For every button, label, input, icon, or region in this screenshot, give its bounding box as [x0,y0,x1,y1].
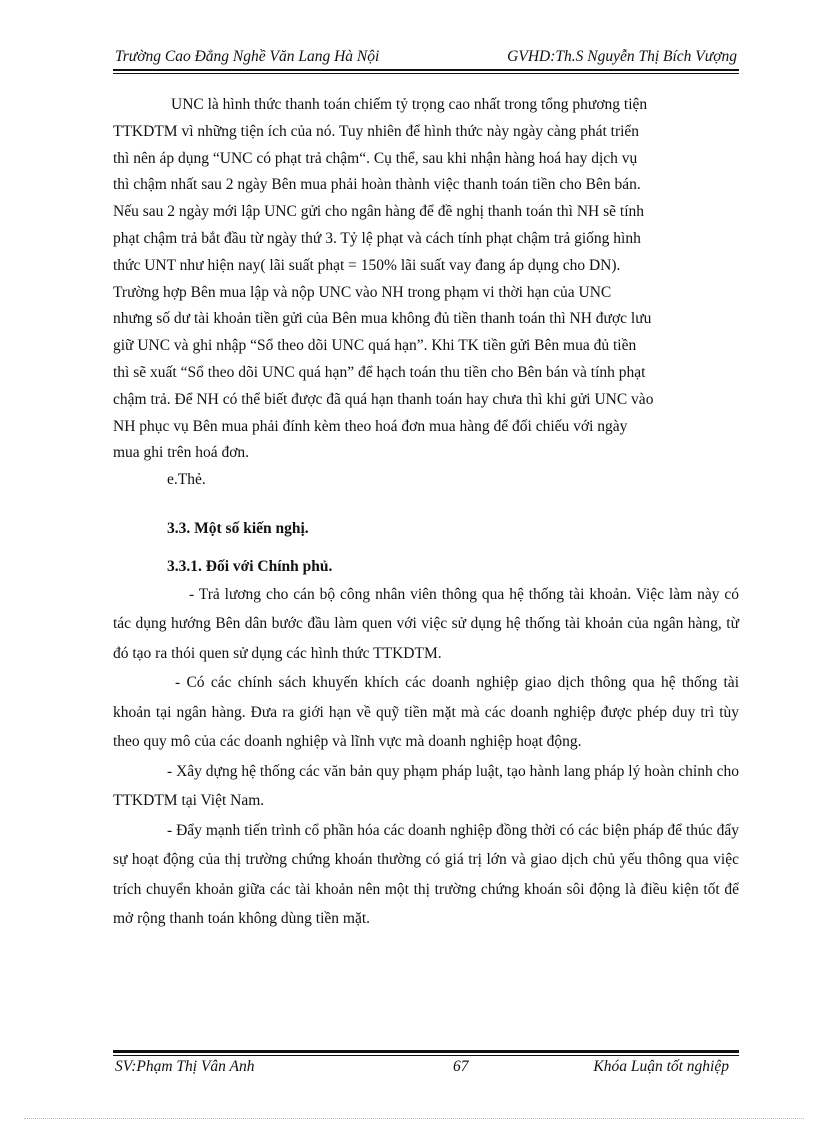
header-rule [113,69,739,71]
recommendation-item: - Có các chính sách khuyến khích các doanh nghiệp giao dịch thông qua hệ thống tài khoản tại ngân hàng. Đưa ra giới hạn về quỹ tiền mặt mà các doanh nghiệp được phép duy trì tùy theo quy mô của các doanh nghiệp và lĩnh vực mà doanh nghiệp hoạt động. [113,674,739,751]
footer-rule [113,1050,739,1053]
header-school: Trường Cao Đẳng Nghề Văn Lang Hà Nội [115,48,380,65]
text-line: NH phục vụ Bên mua phải đính kèm theo hoá đơn mua hàng để đối chiếu với ngày [113,417,628,435]
text-line: Trường hợp Bên mua lập và nộp UNC vào NH trong phạm vi thời hạn của UNC [113,283,612,301]
text-line: TTKDTM vì những tiện ích của nó. Tuy nhiên để hình thức này ngày càng phát triển [113,122,640,140]
text-line: thức UNT như hiện nay( lãi suất phạt = 150% lãi suất vay đang áp dụng cho DN). [113,256,621,274]
text-line: chậm trả. Để NH có thể biết được đã quá hạn thanh toán hay chưa thì khi gửi UNC vào [113,390,654,408]
recommendations-list [113,580,739,934]
text-line: phạt chậm trả bắt đầu từ ngày thứ 3. Tỷ lệ phạt và cách tính phạt chậm trả giống hình [113,229,641,247]
item-e: e.Thẻ. [167,471,206,489]
subsection-title: 3.3.1. Đối với Chính phủ. [167,557,333,575]
text-line: thì sẽ xuất “Sổ theo dõi UNC quá hạn” để hạch toán thu tiền cho Bên bán và tính phạt [113,363,646,381]
recommendation-item: - Trả lương cho cán bộ công nhân viên thông qua hệ thống tài khoản. Việc làm này có tác dụng hướng Bên dân bước đầu làm quen với việc sử dụng hệ thống tài khoản của ngân hàng, từ đó tạo ra thói quen sử dụng các hình thức TTKDTM. [113,585,739,662]
footer-student: SV:Phạm Thị Vân Anh [115,1058,255,1075]
page-edge-dotted-line [24,1118,804,1119]
text-line: UNC là hình thức thanh toán chiếm tỷ trọng cao nhất trong tổng phương tiện [171,96,648,113]
recommendation-item: - Đẩy mạnh tiến trình cổ phần hóa các doanh nghiệp đồng thời có các biện pháp để thúc đẩy sự hoạt động của thị trường chứng khoán thường có giá trị lớn và giao dịch chủ yếu thông qua việc trích chuyển khoản giữa các tài khoản nên một thị trường chứng khoán sôi động là điều kiện tốt để mở rộng thanh toán không dùng tiền mặt. [113,821,739,928]
text-line: thì chậm nhất sau 2 ngày Bên mua phải hoàn thành việc thanh toán tiền cho Bên bán. [113,176,641,194]
recommendation-item: - Xây dựng hệ thống các văn bản quy phạm pháp luật, tạo hành lang pháp lý hoàn chỉnh cho TTKDTM tại Việt Nam. [113,762,739,810]
header-rule-thin [113,73,739,74]
text-line: giữ UNC và ghi nhập “Sổ theo dõi UNC quá hạn”. Khi TK tiền gửi Bên mua đủ tiền [113,337,637,355]
text-line: nhưng số dư tài khoản tiền gửi của Bên mua không đủ tiền thanh toán thì NH được lưu [113,310,652,328]
text-line: Nếu sau 2 ngày mới lập UNC gửi cho ngân hàng để đề nghị thanh toán thì NH sẽ tính [113,203,645,221]
page-header [113,46,739,68]
page-number: 67 [453,1058,469,1075]
footer-document-type: Khóa Luận tốt nghiệp [593,1058,729,1075]
text-line: mua ghi trên hoá đơn. [113,444,250,462]
section-title: 3.3. Một số kiến nghị. [167,519,309,537]
paragraph-unc [113,92,739,494]
header-supervisor: GVHD:Th.S Nguyễn Thị Bích Vượng [507,48,737,65]
page-footer [113,1056,739,1078]
page-content [113,92,739,934]
text-line: thì nên áp dụng “UNC có phạt trả chậm“. Cụ thể, sau khi nhận hàng hoá hay dịch vụ [113,149,638,167]
